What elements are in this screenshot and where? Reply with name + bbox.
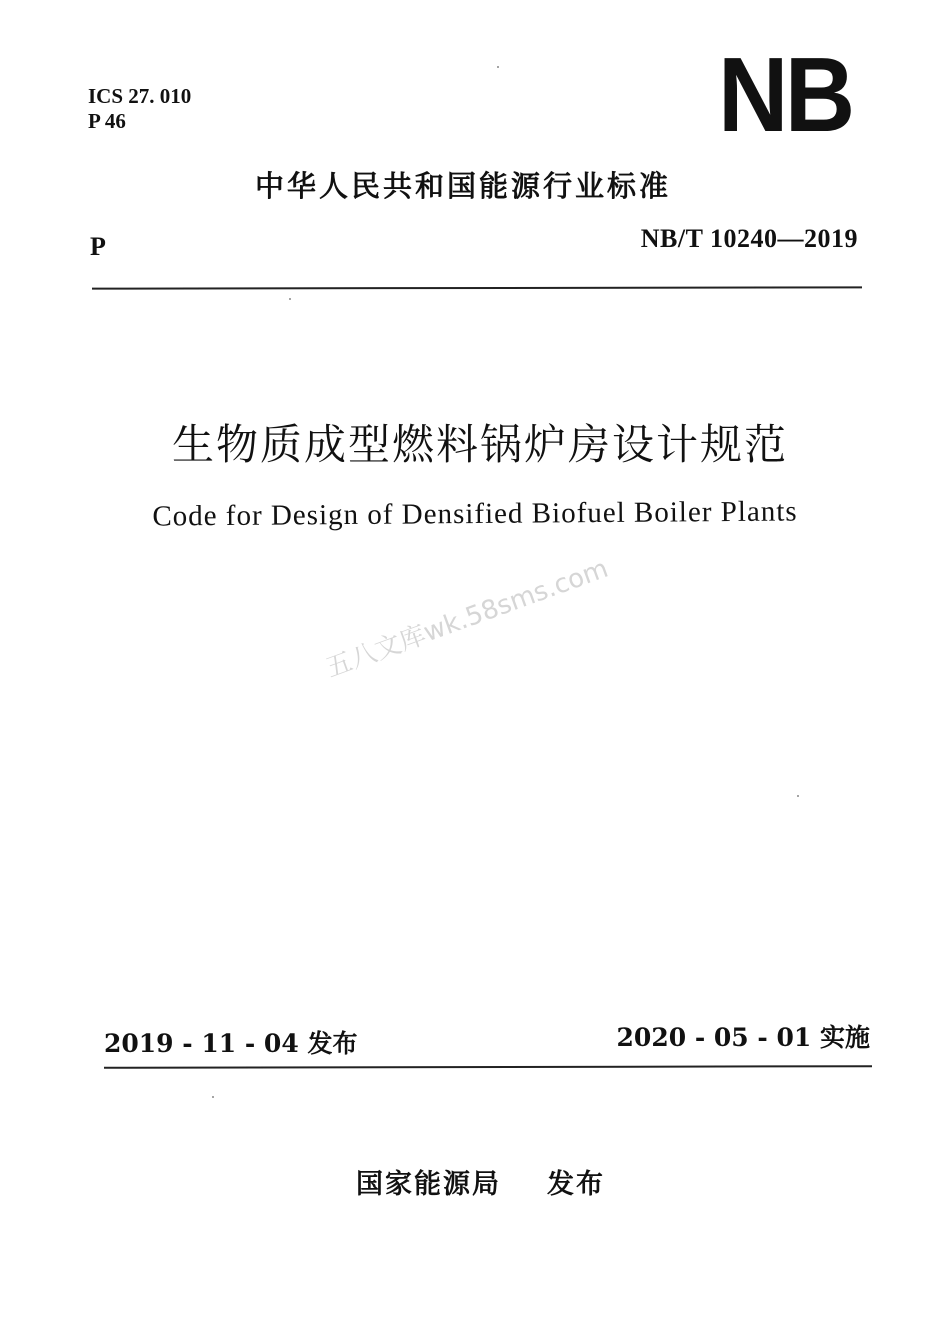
publisher-name: 国家能源局 — [356, 1169, 501, 1200]
industry-standard-heading: 中华人民共和国能源行业标准 — [255, 169, 672, 203]
watermark: 五八文库wk.58sms.com — [322, 553, 613, 684]
scan-speck — [497, 66, 499, 68]
scan-speck — [289, 298, 291, 300]
implementation-date: 2020 - 05 - 01 — [616, 1023, 812, 1052]
publisher-label: 发布 — [547, 1169, 605, 1200]
issue-label: 发布 — [307, 1029, 358, 1058]
standard-number: NB/T 10240—2019 — [640, 224, 858, 253]
nb-logo: NB — [718, 36, 852, 154]
document-title-chinese: 生物质成型燃料锅炉房设计规范 — [171, 420, 788, 469]
top-divider — [92, 286, 862, 289]
class-code: P 46 — [88, 109, 126, 133]
issue-date: 2019 - 11 - 04 — [104, 1029, 299, 1058]
bottom-divider — [104, 1065, 872, 1069]
publisher-line — [356, 1162, 605, 1201]
classification-codes — [88, 84, 191, 134]
scan-speck — [212, 1096, 214, 1098]
issue-date-line — [104, 1024, 357, 1060]
implementation-label: 实施 — [819, 1023, 870, 1052]
document-title-english: Code for Design of Densified Biofuel Boiler Plants — [152, 495, 798, 533]
scan-speck — [797, 795, 799, 797]
implementation-date-line — [617, 1018, 870, 1054]
category-letter: P — [90, 232, 106, 261]
ics-code: ICS 27. 010 — [88, 84, 192, 108]
